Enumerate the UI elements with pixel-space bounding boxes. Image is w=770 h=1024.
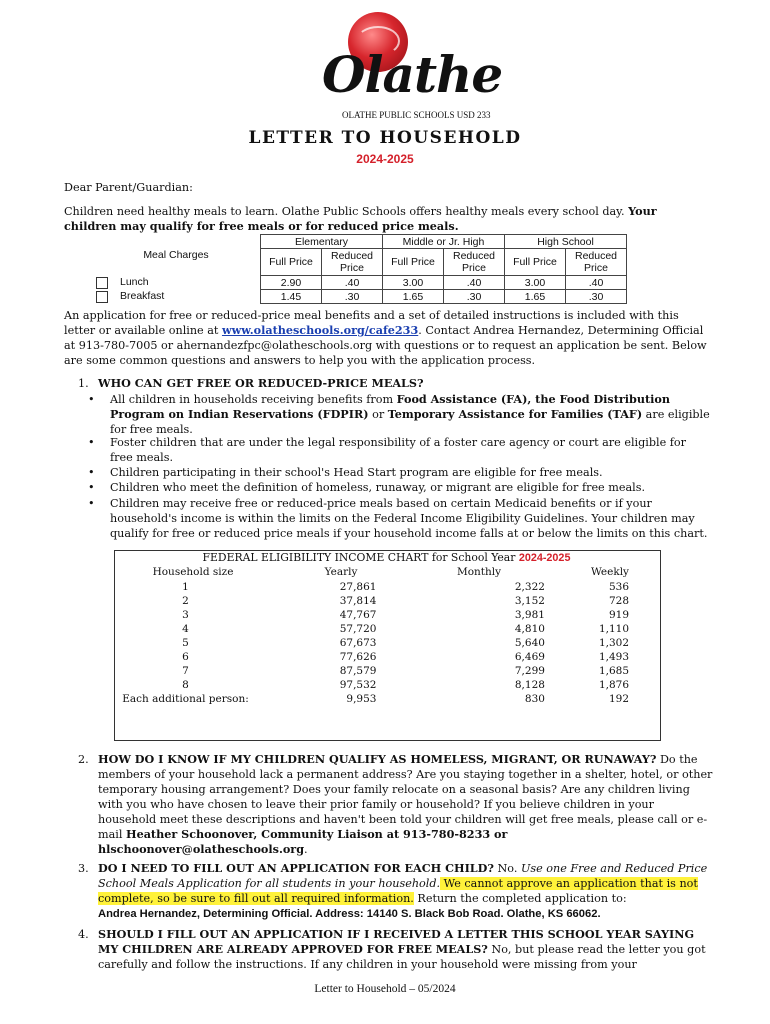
table-cell: 919	[608, 609, 629, 621]
sub-header: Reduced Price	[566, 249, 627, 276]
table-cell: 1,493	[598, 651, 629, 663]
page-footer: Letter to Household – 05/2024	[314, 983, 456, 995]
bullet-text: All children in households receiving benefits from	[110, 393, 397, 406]
income-title-year: 2024-2025	[518, 552, 571, 564]
bullet-text: Children who meet the definition of homeless, runaway, or migrant are eligible for free meals.	[110, 481, 646, 494]
income-table	[114, 565, 659, 579]
table-cell: 8	[182, 679, 189, 691]
meal-charges-label: Meal Charges	[143, 249, 209, 261]
list-item: • Children participating in their school's Head Start program are eligible for free meals.	[88, 466, 603, 479]
question-number: 4.	[78, 928, 89, 941]
table-cell: 9,953	[346, 693, 377, 705]
intro-plain: Children need healthy meals to learn. Olathe Public Schools offers healthy meals every school day.	[64, 205, 629, 218]
column-header: Monthly	[456, 566, 502, 578]
table-cell: 4,810	[514, 623, 545, 635]
table-row	[114, 594, 659, 608]
question-number: 3.	[78, 862, 89, 875]
answer-no: No.	[493, 862, 521, 875]
application-text-2: . Contact Andrea Hernandez, Determining Official at 913-780-7005 or ahernandezfpc@olatheschools.org with questions or to request an application be sent. Below are some common questions and answers to help you with the application process.	[64, 324, 707, 367]
table-cell: 728	[608, 595, 629, 607]
price-cell: .40	[444, 276, 505, 290]
table-cell: 536	[608, 581, 629, 593]
return-address: Andrea Hernandez, Determining Official. Address: 14140 S. Black Bob Road. Olathe, KS 66062.	[98, 908, 601, 920]
question-title: DO I NEED TO FILL OUT AN APPLICATION FOR EACH CHILD?	[98, 861, 494, 875]
table-cell: 830	[524, 693, 545, 705]
question-title: WHO CAN GET FREE OR REDUCED-PRICE MEALS?	[98, 376, 424, 390]
intro-bold: Your children may qualify for free meals or for reduced price meals.	[64, 204, 657, 233]
income-chart-title	[114, 551, 659, 564]
page-title: LETTER TO HOUSEHOLD	[248, 128, 522, 148]
sub-header: Reduced Price	[322, 249, 383, 276]
lunch-checkbox[interactable]	[96, 277, 108, 289]
table-cell: 2,322	[514, 581, 545, 593]
table-cell: 27,861	[339, 581, 377, 593]
list-item: • Children who meet the definition of homeless, runaway, or migrant are eligible for free meals.	[88, 481, 646, 494]
table-cell: 7,299	[514, 665, 545, 677]
row-label: Breakfast	[120, 290, 165, 303]
table-cell: 6,469	[514, 651, 545, 663]
price-cell: 1.65	[505, 290, 566, 304]
list-item: • All children in households receiving benefits from Food Assistance (FA), the Food Distribution Program on Indian Reservations (FDPIR) or Temporary Assistance for Families (TAF) are eligible for free meals.	[88, 392, 710, 436]
application-text: An application for free or reduced-price meal benefits and a set of detailed instructions is included with this letter or available online at	[64, 309, 679, 337]
table-row	[92, 290, 627, 304]
answer-italic: Use one Free and Reduced Price School Meals Application for all students in your household.	[98, 862, 708, 890]
highlighted-warning: We cannot approve an application that is not complete, so be sure to fill out all required information.	[98, 877, 698, 905]
table-cell: Each additional person:	[122, 693, 249, 705]
table-cell: 37,814	[339, 595, 377, 607]
table-cell: 4	[182, 623, 189, 635]
list-item: • Foster children that are under the legal responsibility of a foster care agency or court are eligible for free meals.	[88, 436, 686, 464]
table-cell: 3	[182, 609, 189, 621]
income-title-text: FEDERAL ELIGIBILITY INCOME CHART for School Year	[202, 551, 519, 564]
sub-header: Reduced Price	[444, 249, 505, 276]
sub-header: Full Price	[505, 249, 566, 276]
question-title: SHOULD I FILL OUT AN APPLICATION IF I RECEIVED A LETTER THIS SCHOOL YEAR SAYING MY CHILDREN ARE ALREADY APPROVED FOR FREE MEALS?	[98, 927, 694, 956]
table-row	[114, 650, 659, 664]
bullet-text: Children may receive free or reduced-price meals based on certain Medicaid benefits or if your household's income is within the limits on the Federal Income Eligibility Guidelines. Your children may qualify for free or reduced price meals if your household income falls at or below the limits on this chart.	[110, 497, 708, 540]
cafe233-link[interactable]: www.olatheschools.org/cafe233	[221, 323, 419, 337]
question-text: Do the members of your household lack a permanent address? Are you staying together in a shelter, hotel, or other temporary housing arrangement? Does your family relocate on a seasonal basis? Are any children living with you who have chosen to leave their prior family or household? If you believe children in your household meet these descriptions and haven't been told your children will get free meals, please call or e-mail	[98, 753, 713, 841]
sub-header: Full Price	[261, 249, 322, 276]
table-row	[114, 664, 659, 678]
bullet-text: are eligible for free meals.	[110, 408, 710, 436]
table-cell: 3,152	[514, 595, 545, 607]
table-cell: 1,876	[598, 679, 629, 691]
table-cell: 192	[608, 693, 629, 705]
bullet-bold: Food Assistance (FA), the Food Distribution Program on Indian Reservations (FDPIR)	[110, 392, 670, 421]
table-row	[114, 692, 659, 706]
table-cell: 6	[182, 651, 189, 663]
table-cell: 67,673	[339, 637, 377, 649]
price-cell: 2.90	[261, 276, 322, 290]
table-cell: 7	[182, 665, 189, 677]
table-cell: 47,767	[339, 609, 377, 621]
question-body	[98, 927, 713, 972]
bullet-bold: Temporary Assistance for Families (TAF)	[387, 407, 643, 421]
row-label: Lunch	[120, 276, 149, 289]
question-body	[98, 752, 713, 857]
table-cell: 3,981	[514, 609, 545, 621]
question-title: HOW DO I KNOW IF MY CHILDREN QUALIFY AS HOMELESS, MIGRANT, OR RUNAWAY?	[98, 752, 657, 766]
table-row	[114, 580, 659, 594]
table-row	[92, 276, 627, 290]
table-cell: 1,685	[598, 665, 629, 677]
bullet-text: Children participating in their school's Head Start program are eligible for free meals.	[110, 466, 603, 479]
table-row	[114, 608, 659, 622]
logo-subtitle: OLATHE PUBLIC SCHOOLS USD 233	[342, 110, 491, 120]
price-cell: .30	[566, 290, 627, 304]
table-cell: 77,626	[339, 651, 377, 663]
column-header: Weekly	[590, 566, 629, 578]
group-header: Middle or Jr. High	[383, 235, 505, 249]
question-number: 1.	[78, 377, 89, 390]
logo-wordmark: Olathe	[322, 45, 503, 104]
bullet-text: or	[368, 408, 388, 421]
group-header: Elementary	[261, 235, 383, 249]
table-row	[114, 622, 659, 636]
question-end: .	[304, 843, 308, 856]
intro-paragraph	[64, 204, 709, 234]
group-header: High School	[505, 235, 627, 249]
table-cell: 8,128	[514, 679, 545, 691]
question-body	[98, 861, 713, 922]
meal-charges-table	[92, 234, 627, 304]
price-cell: 3.00	[383, 276, 444, 290]
school-year: 2024-2025	[356, 152, 414, 166]
price-cell: .40	[566, 276, 627, 290]
sub-header: Full Price	[383, 249, 444, 276]
table-cell: 5	[182, 637, 189, 649]
question-number: 2.	[78, 753, 89, 766]
column-header: Yearly	[324, 566, 358, 578]
table-cell: 1,110	[598, 623, 629, 635]
price-cell: .30	[322, 290, 383, 304]
greeting: Dear Parent/Guardian:	[64, 181, 193, 194]
column-header: Household size	[152, 566, 234, 578]
table-cell: 97,532	[339, 679, 377, 691]
price-cell: 3.00	[505, 276, 566, 290]
price-cell: 1.45	[261, 290, 322, 304]
question-text: No, but please read the letter you got carefully and follow the instructions. If any children in your household were missing from your	[98, 943, 706, 971]
table-cell: 5,640	[514, 637, 545, 649]
table-cell: 57,720	[339, 623, 377, 635]
breakfast-checkbox[interactable]	[96, 291, 108, 303]
table-row	[114, 636, 659, 650]
list-item: • Children may receive free or reduced-price meals based on certain Medicaid benefits or if your household's income is within the limits on the Federal Income Eligibility Guidelines. Your children may qualify for free or reduced price meals if your household income falls at or below the limits on this chart.	[88, 497, 708, 540]
price-cell: 1.65	[383, 290, 444, 304]
olathe-logo	[316, 10, 503, 122]
return-text: Return the completed application to:	[413, 892, 627, 905]
income-table-body	[114, 580, 659, 706]
table-cell: 1	[182, 581, 189, 593]
contact-text: Heather Schoonover, Community Liaison at 913-780-8233 or hlschoonover@olatheschools.org	[98, 827, 508, 856]
table-cell: 2	[182, 595, 189, 607]
application-paragraph	[64, 308, 709, 368]
table-cell: 87,579	[339, 665, 377, 677]
bullet-text: Foster children that are under the legal responsibility of a foster care agency or court are eligible for free meals.	[110, 436, 686, 464]
price-cell: .30	[444, 290, 505, 304]
table-cell: 1,302	[598, 637, 629, 649]
price-cell: .40	[322, 276, 383, 290]
table-header-row	[114, 565, 659, 579]
table-row	[114, 678, 659, 692]
